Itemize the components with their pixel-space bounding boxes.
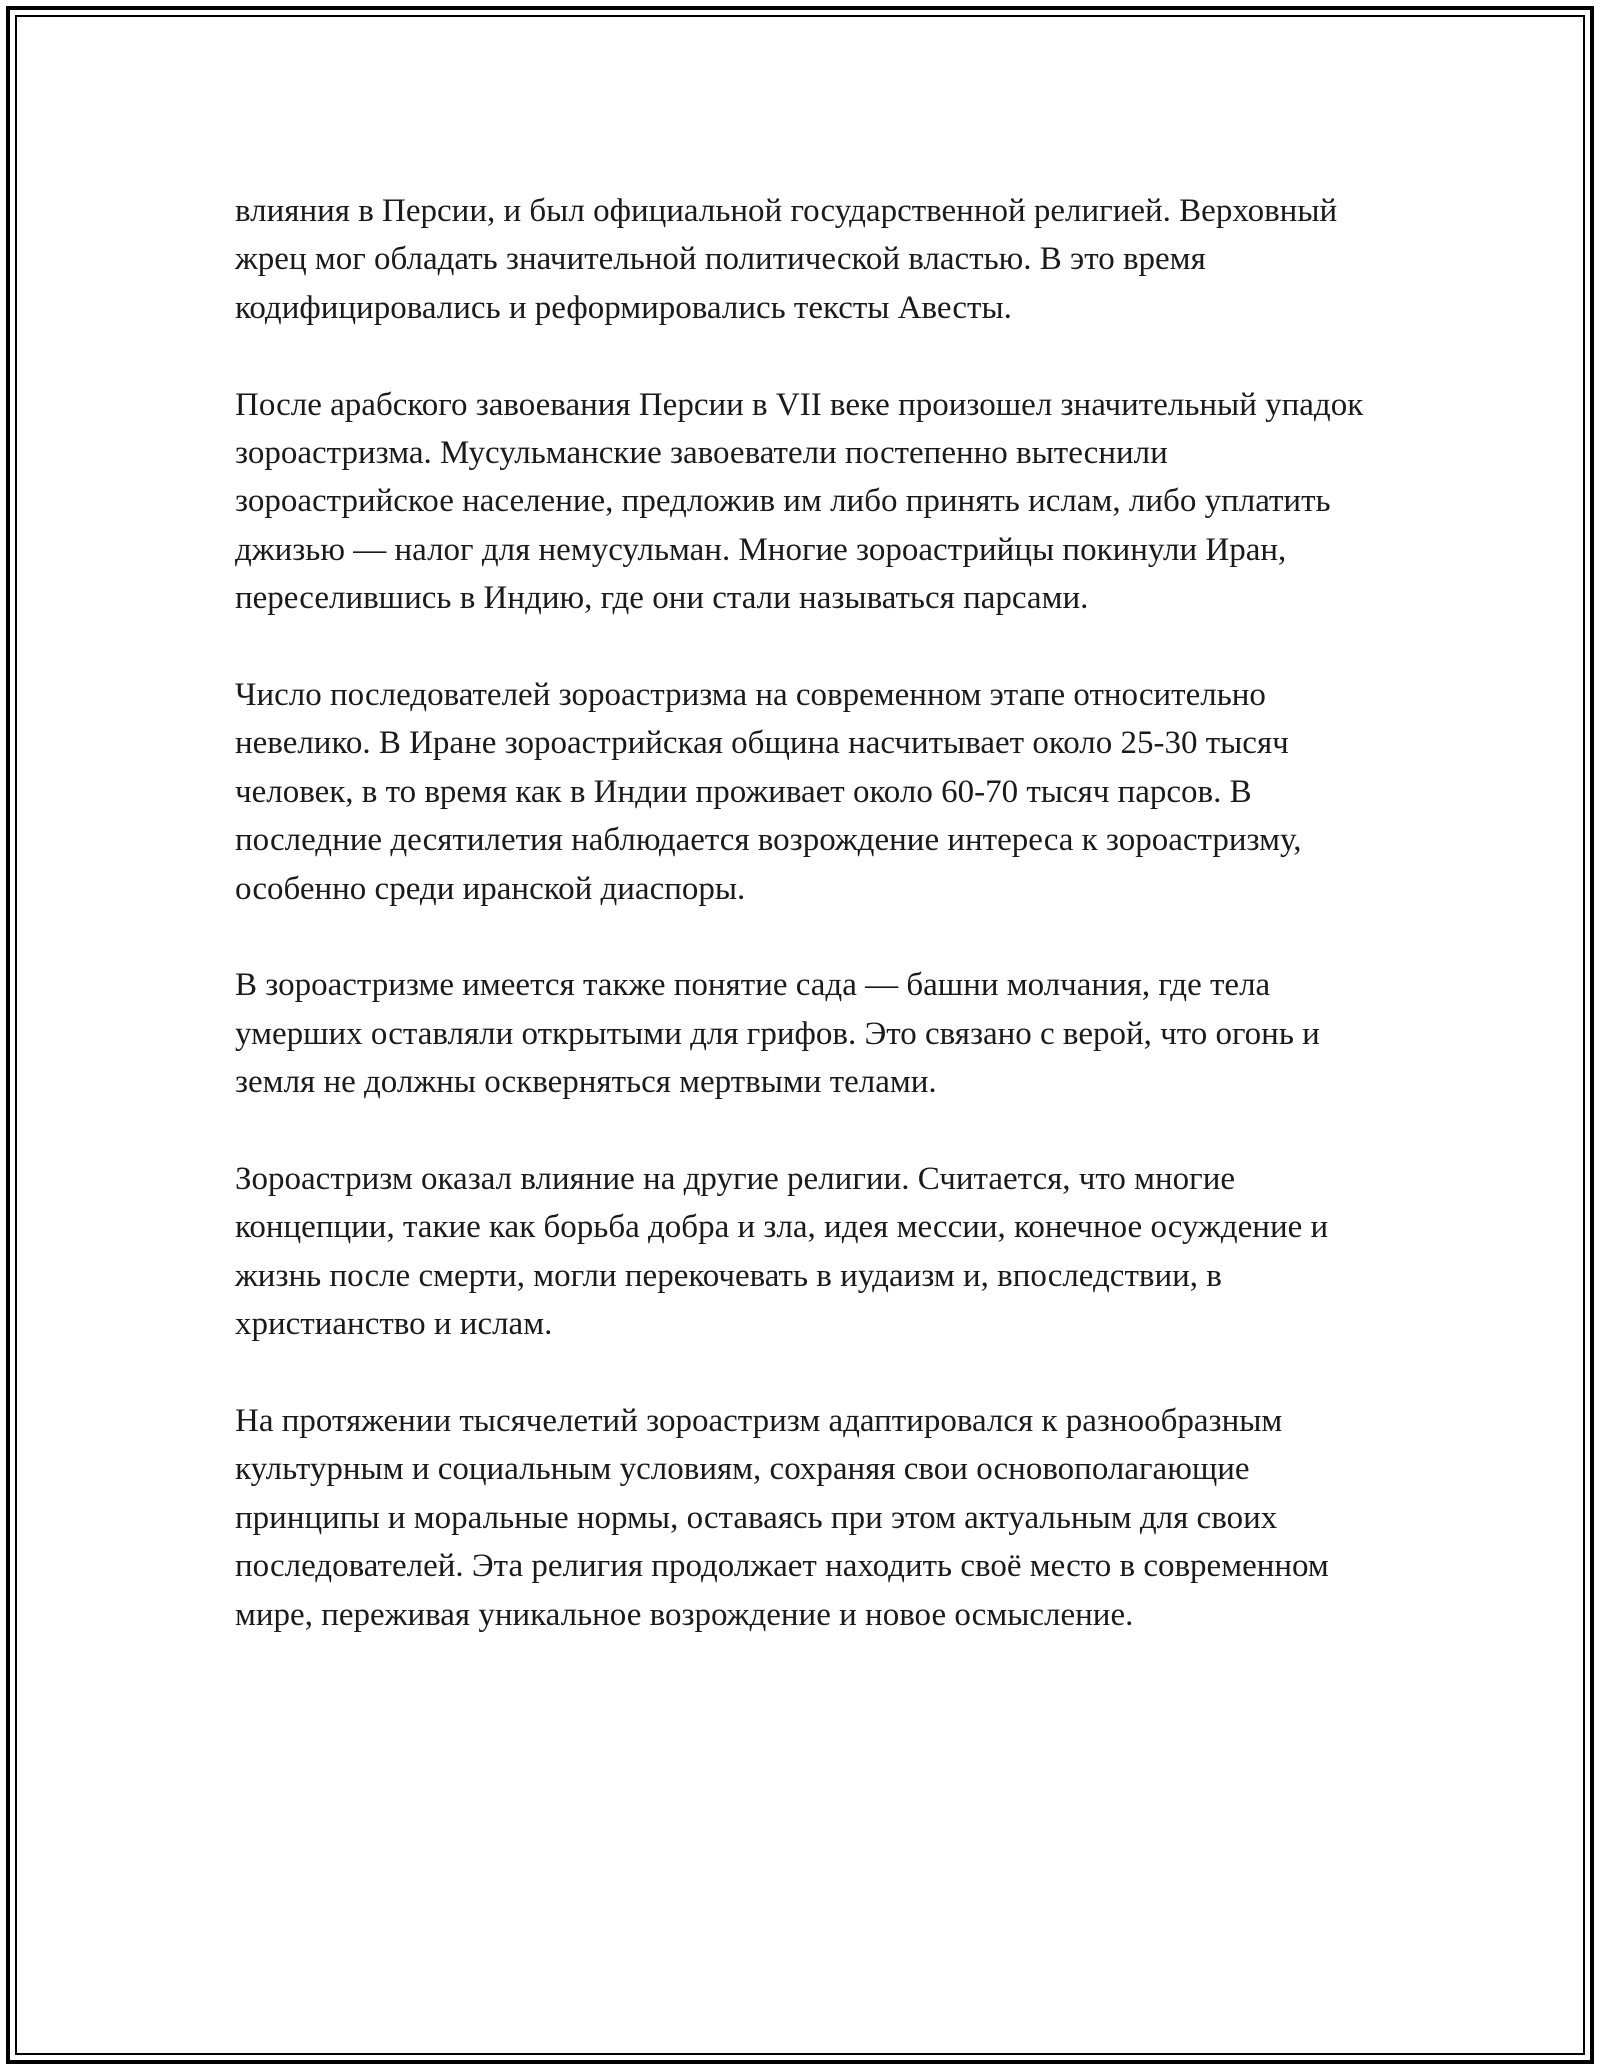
paragraph: На протяжении тысячелетий зороастризм адаптировался к разнообразным культурным и социальным условиям, сохраняя свои основополагающие принципы и моральные нормы, оставаясь при этом актуальным для своих последователей. Эта религия продолжает находить своё место в современном мире, переживая уникальное возрождение и новое осмысление. xyxy=(235,1403,1329,1633)
paragraph: влияния в Персии, и был официальной государственной религией. Верховный жрец мог обладать значительной политической властью. В это время кодифицировались и реформировались тексты Авесты. xyxy=(235,193,1338,326)
paragraph: Зороастризм оказал влияние на другие религии. Считается, что многие концепции, такие как борьба добра и зла, идея мессии, конечное осуждение и жизнь после смерти, могли перекочевать в иудаизм и, впоследствии, в христианство и ислам. xyxy=(235,1161,1329,1343)
paragraph: В зороастризме имеется также понятие сада — башни молчания, где тела умерших оставляли открытыми для грифов. Это связано с верой, что огонь и земля не должны оскверняться мертвыми телами. xyxy=(235,967,1320,1101)
document-body xyxy=(235,187,1365,1639)
paragraph: После арабского завоевания Персии в VII веке произошел значительный упадок зороастризма. Мусульманские завоеватели постепенно вытеснили зороастрийское население, предложив им либо принять ислам, либо уплатить джизью — налог для немусульман. Многие зороастрийцы покинули Иран, переселившись в Индию, где они стали называться парсами. xyxy=(235,386,1364,617)
paragraph: Число последователей зороастризма на современном этапе относительно невелико. В Иране зороастрийская община насчитывает около 25-30 тысяч человек, в то время как в Индии проживает около 60-70 тысяч парсов. В последние десятилетия наблюдается возрождение интереса к зороастризму, особенно среди иранской диаспоры. xyxy=(235,677,1302,907)
